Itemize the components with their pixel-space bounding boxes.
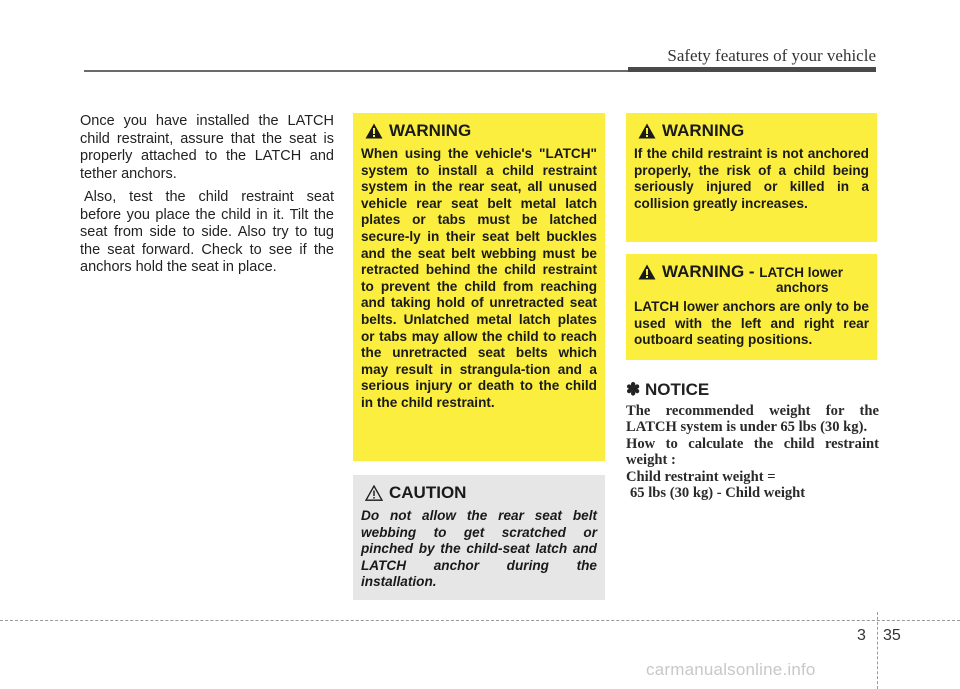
warning-title-text: WARNING: [389, 121, 472, 140]
notice-line-2: How to calculate the child restraint weight :: [626, 435, 879, 469]
caution-title-text: CAUTION: [389, 483, 467, 502]
warning-triangle-icon: [638, 264, 656, 280]
chapter-number: 3: [857, 627, 866, 644]
warning-body-text: LATCH lower anchors are only to be used with the left and right rear outboard seating positions.: [634, 299, 869, 348]
caution-title: [365, 483, 597, 503]
caution-body-text: Do not allow the rear seat belt webbing to get scratched or pinched by the child-seat latch and LATCH anchor during the installation.: [361, 508, 597, 590]
warning-title-text: WARNING: [662, 121, 745, 140]
notice-body: [626, 403, 879, 501]
intro-text: [80, 113, 334, 283]
footer-rule: [0, 620, 960, 621]
warning-box-lower-anchors: [626, 254, 877, 360]
warning-box-latch-system: [353, 113, 605, 461]
page-number-separator: [877, 612, 878, 689]
warning-subtitle-line-1: LATCH lower: [759, 264, 844, 280]
warning-box-anchoring: [626, 113, 877, 242]
notice-line-4: 65 lbs (30 kg) - Child weight: [630, 485, 806, 502]
caution-box: [353, 475, 605, 600]
intro-paragraph-2: Also, test the child restraint seat before you place the child in it. Tilt the seat from side to side. Also try to tug the seat forward. Check to see if the anchors hold the seat in place.: [80, 189, 334, 275]
warning-triangle-icon: [365, 123, 383, 139]
warning-subtitle-line-2: anchors: [776, 280, 829, 295]
notice-line-1: The recommended weight for the LATCH system is under 65 lbs (30 kg).: [626, 403, 879, 436]
warning-title: [365, 121, 597, 141]
header-rule-accent: [628, 67, 876, 72]
intro-paragraph-1: Once you have installed the LATCH child restraint, assure that the seat is properly attached to the LATCH and tether anchors.: [80, 113, 334, 182]
running-header-title: Safety features of your vehicle: [667, 46, 876, 65]
caution-triangle-icon: [365, 485, 383, 501]
notice-title: ✽ NOTICE: [626, 380, 710, 399]
watermark-text: carmanualsonline.info: [646, 660, 816, 679]
notice-line-3: Child restraint weight =: [626, 468, 776, 485]
page-number: 35: [883, 627, 901, 644]
warning-body-text: When using the vehicle's "LATCH" system to install a child restraint system in the rear seat, all unused vehicle rear seat belt metal latch plates or tabs must be latched secure-ly in their seat belt buckles and the seat belt webbing must be retracted behind the child restraint to prevent the child from reaching and taking hold of unretracted seat belts. Unlatched metal latch plates or tabs may allow the child to reach the unretracted seat belts which may result in strangula-tion and a serious injury or death to the child in the child restraint.: [361, 146, 597, 410]
warning-title: [638, 121, 869, 141]
warning-title-text: WARNING -: [662, 262, 760, 281]
warning-title: [638, 262, 869, 282]
warning-triangle-icon: [638, 123, 656, 139]
warning-body-text: If the child restraint is not anchored properly, the risk of a child being seriously injured or killed in a collision greatly increases.: [634, 146, 869, 211]
